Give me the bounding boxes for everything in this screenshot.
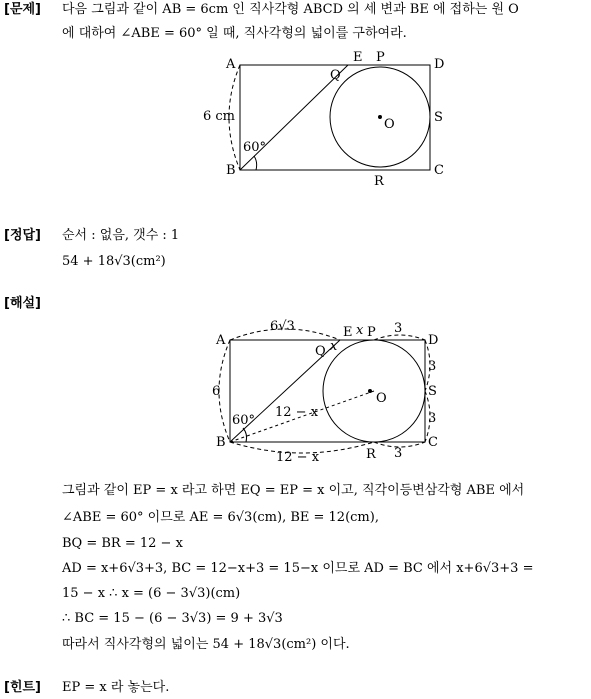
hint-tag: [힌트] — [4, 680, 41, 695]
label2-pd: 3 — [394, 321, 403, 336]
label-o: O — [384, 117, 395, 132]
answer-tag: [정답] — [4, 228, 41, 243]
arc-ab-2 — [219, 340, 230, 442]
explanation-line-7: 따라서 직사각형의 넓이는 54 + 18√3(cm²) 이다. — [62, 637, 350, 652]
label2-o: O — [376, 391, 387, 406]
explanation-line-2: ∠ABE = 60° 이므로 AE = 6√3(cm), BE = 12(cm), — [62, 510, 379, 525]
label2-q: Q — [315, 344, 326, 359]
explanation-line-6: ∴ BC = 15 − (6 − 3√3) = 9 + 3√3 — [62, 611, 283, 626]
label2-b: B — [216, 435, 226, 450]
label2-ep-x: x — [356, 323, 364, 338]
label2-right-top: 3 — [428, 359, 437, 374]
label-side: 6 cm — [203, 109, 236, 124]
explanation-line-5: 15 − x ∴ x = (6 − 3√3)(cm) — [62, 586, 241, 601]
label2-bottom-rc: 3 — [394, 446, 403, 461]
answer-line-1: 순서 : 없음, 갯수 : 1 — [62, 228, 180, 243]
label-d: D — [434, 57, 445, 72]
label-b: B — [226, 163, 236, 178]
explanation-line-3: BQ = BR = 12 − x — [62, 536, 183, 551]
problem-tag: [문제] — [4, 2, 41, 17]
label-e: E — [353, 50, 363, 65]
label2-c: C — [428, 435, 438, 450]
label2-angle: 60° — [232, 413, 256, 428]
answer-line-2: 54 + 18√3(cm²) — [62, 254, 166, 269]
label2-d: D — [428, 333, 439, 348]
label-q: Q — [330, 68, 341, 83]
label2-left: 6 — [212, 384, 221, 399]
label2-be-part: 12 − x — [275, 405, 319, 420]
hint-line-1: EP = x 라 놓는다. — [62, 680, 170, 695]
rectangle-abcd-2 — [230, 340, 425, 442]
label2-r: R — [366, 447, 376, 462]
center-o-dot-2 — [368, 389, 372, 393]
explanation-line-4: AD = x+6√3+3, BC = 12−x+3 = 15−x 이므로 AD = BC 에서 x+6√3+3 = — [62, 561, 534, 576]
label2-ae: 6√3 — [270, 319, 295, 334]
label2-a: A — [216, 333, 226, 348]
label2-eq-x: x — [330, 339, 338, 354]
label2-s: S — [428, 384, 437, 399]
label-r: R — [374, 174, 384, 189]
problem-line-2: 에 대하여 ∠ABE = 60° 일 때, 직사각형의 넓이를 구하여라. — [62, 26, 407, 41]
label2-e: E — [343, 325, 353, 340]
label-s: S — [434, 110, 443, 125]
label-angle: 60° — [243, 140, 267, 155]
explanation-tag: [해설] — [4, 296, 41, 311]
problem-line-1: 다음 그림과 같이 AB = 6cm 인 직사각형 ABCD 의 세 변과 BE 에 접하는 원 O — [62, 2, 519, 17]
explanation-line-1: 그림과 같이 EP = x 라고 하면 EQ = EP = x 이고, 직각이등변삼각형 ABE 에서 — [62, 483, 525, 498]
label2-p: P — [367, 325, 376, 340]
label-a: A — [226, 57, 236, 72]
label-p: P — [376, 50, 385, 65]
label2-right-bottom: 3 — [428, 411, 437, 426]
label-c: C — [434, 163, 444, 178]
label2-bottom-br: 12 − x — [276, 450, 320, 465]
